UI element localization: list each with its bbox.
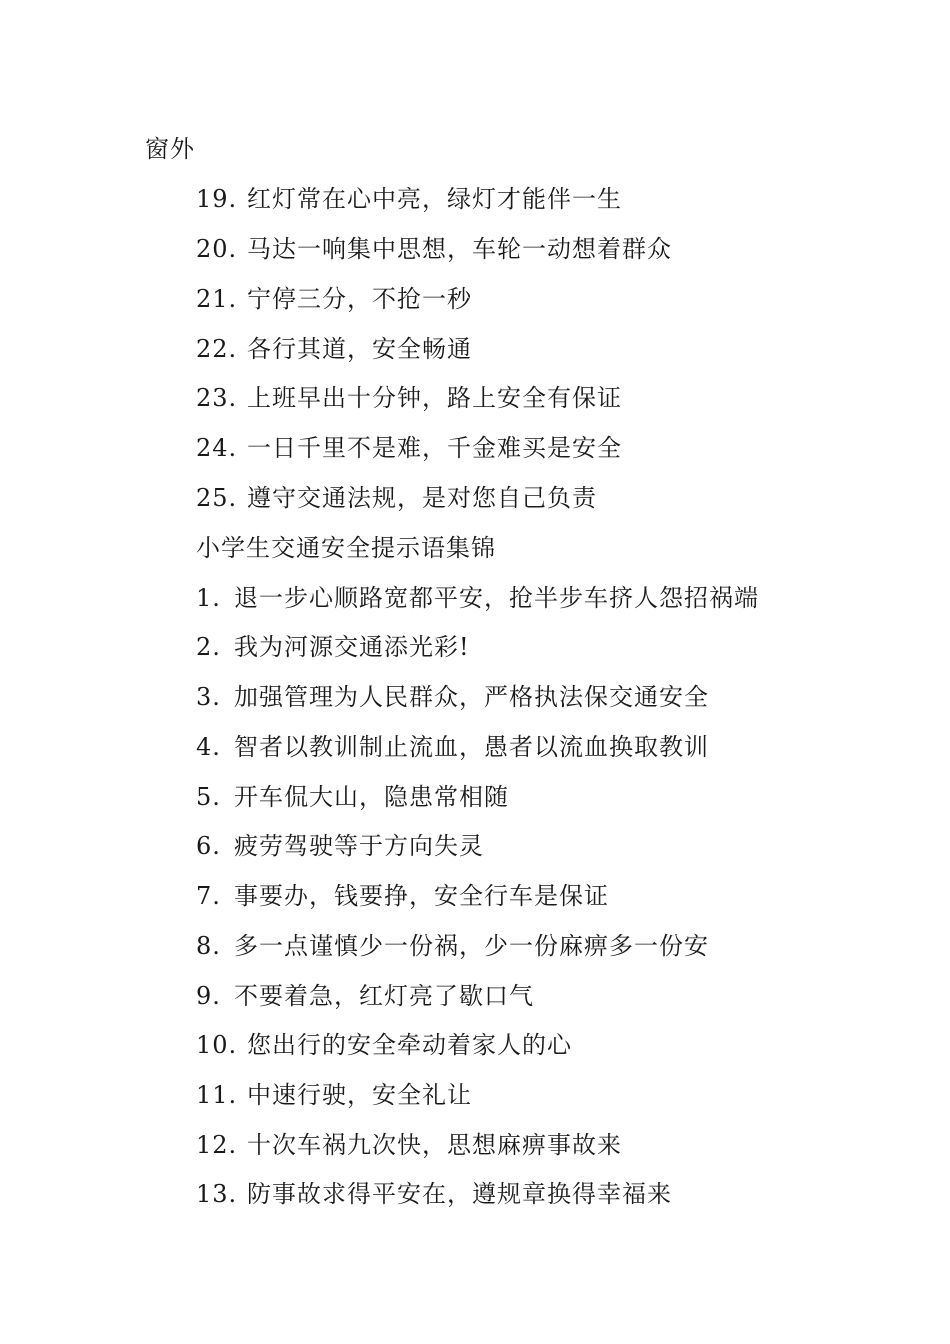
list-item bbox=[196, 732, 709, 762]
item-number: 6. bbox=[196, 832, 221, 860]
item-text: 疲劳驾驶等于方向失灵 bbox=[234, 832, 484, 860]
list-item bbox=[196, 1179, 672, 1209]
item-text: 多一点谨慎少一份祸，少一份麻痹多一份安 bbox=[234, 932, 709, 960]
item-text: 上班早出十分钟，路上安全有保证 bbox=[247, 384, 622, 412]
list-item bbox=[196, 1130, 622, 1160]
item-text: 遵守交通法规，是对您自己负责 bbox=[247, 484, 597, 512]
item-number: 9. bbox=[196, 982, 221, 1010]
list-item bbox=[196, 981, 534, 1011]
item-number: 4. bbox=[196, 733, 221, 761]
item-text: 加强管理为人民群众，严格执法保交通安全 bbox=[234, 683, 709, 711]
list-item bbox=[196, 682, 709, 712]
list-item bbox=[196, 583, 759, 613]
item-text: 事要办，钱要挣，安全行车是保证 bbox=[234, 882, 609, 910]
item-number: 10. bbox=[196, 1031, 238, 1059]
list-item bbox=[196, 234, 672, 264]
item-text: 智者以教训制止流血，愚者以流血换取教训 bbox=[234, 733, 709, 761]
item-text: 马达一响集中思想，车轮一动想着群众 bbox=[247, 235, 672, 263]
item-number: 22. bbox=[196, 335, 238, 363]
item-number: 1. bbox=[196, 584, 221, 612]
list-item bbox=[196, 334, 472, 364]
section-heading: 小学生交通安全提示语集锦 bbox=[196, 534, 496, 562]
list-item bbox=[196, 931, 709, 961]
list-item bbox=[196, 782, 509, 812]
item-number: 8. bbox=[196, 932, 221, 960]
item-number: 2. bbox=[196, 633, 221, 661]
list-item bbox=[196, 1030, 572, 1060]
list-item bbox=[196, 284, 472, 314]
list-item bbox=[196, 881, 609, 911]
list-item bbox=[196, 433, 622, 463]
item-number: 23. bbox=[196, 384, 238, 412]
item-number: 19. bbox=[196, 185, 238, 213]
item-text: 防事故求得平安在，遵规章换得幸福来 bbox=[247, 1180, 672, 1208]
list-item bbox=[196, 383, 622, 413]
item-text: 退一步心顺路宽都平安，抢半步车挤人怨招祸端 bbox=[234, 584, 759, 612]
intro-text: 窗外 bbox=[145, 135, 195, 163]
list-item bbox=[196, 483, 597, 513]
item-number: 21. bbox=[196, 285, 238, 313]
item-text: 我为河源交通添光彩! bbox=[234, 633, 470, 661]
item-number: 20. bbox=[196, 235, 238, 263]
item-number: 11. bbox=[196, 1081, 238, 1109]
item-text: 十次车祸九次快，思想麻痹事故来 bbox=[247, 1131, 622, 1159]
item-number: 7. bbox=[196, 882, 221, 910]
list-item bbox=[196, 632, 470, 662]
item-number: 13. bbox=[196, 1180, 238, 1208]
item-text: 不要着急，红灯亮了歇口气 bbox=[234, 982, 534, 1010]
item-text: 红灯常在心中亮，绿灯才能伴一生 bbox=[247, 185, 622, 213]
item-number: 3. bbox=[196, 683, 221, 711]
item-number: 5. bbox=[196, 783, 221, 811]
item-text: 各行其道，安全畅通 bbox=[247, 335, 472, 363]
item-text: 开车侃大山，隐患常相随 bbox=[234, 783, 509, 811]
list-item bbox=[196, 831, 484, 861]
item-text: 您出行的安全牵动着家人的心 bbox=[247, 1031, 572, 1059]
item-text: 宁停三分，不抢一秒 bbox=[247, 285, 472, 313]
list-item bbox=[196, 1080, 472, 1110]
item-number: 12. bbox=[196, 1131, 238, 1159]
item-number: 24. bbox=[196, 434, 238, 462]
item-text: 一日千里不是难，千金难买是安全 bbox=[247, 434, 622, 462]
item-number: 25. bbox=[196, 484, 238, 512]
item-text: 中速行驶，安全礼让 bbox=[247, 1081, 472, 1109]
list-item bbox=[196, 184, 622, 214]
